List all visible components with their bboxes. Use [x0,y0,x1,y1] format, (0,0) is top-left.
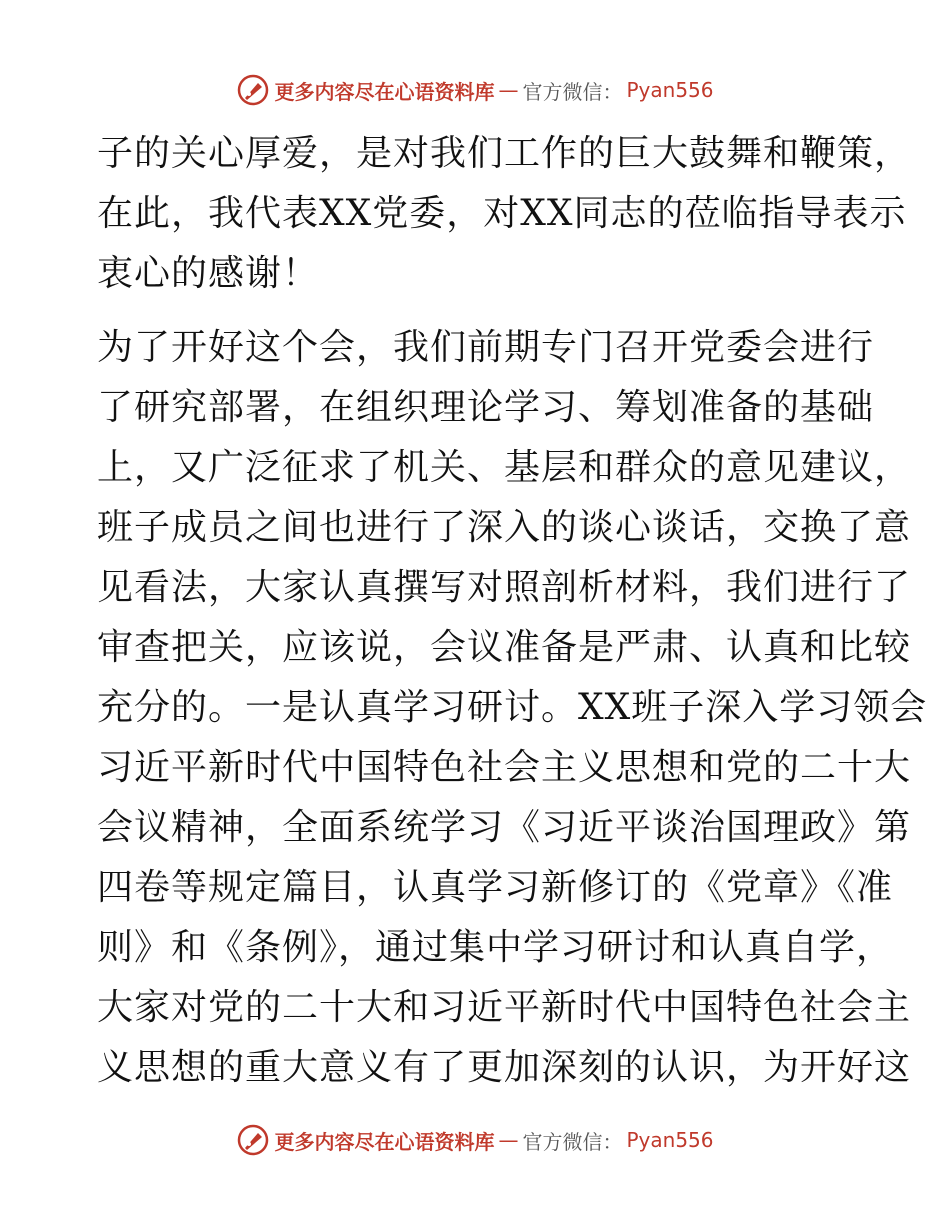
paragraph-1 [97,124,912,304]
text-line: 则》和《条例》，通过集中学习研讨和认真自学， [97,927,894,968]
pen-nib-logo-icon [236,1123,270,1157]
header-wechat-id: Pyan556 [626,78,714,102]
footer-banner [0,1120,950,1160]
paragraph-gap [97,304,877,318]
text-line: 会议精神，全面系统学习《习近平谈治国理政》第 [97,807,912,848]
paragraph-2 [97,318,928,1098]
text-line: 为了开好这个会，我们前期专门召开党委会进行 [97,327,875,368]
text-line: 审查把关，应该说，会议准备是严肃、认真和比较 [97,627,912,668]
pen-nib-logo-icon [236,73,270,107]
text-line: 子的关心厚爱，是对我们工作的巨大鼓舞和鞭策， [97,133,912,174]
footer-separator: — [498,1128,519,1152]
text-line: 班子成员之间也进行了深入的谈心谈话，交换了意 [97,507,912,548]
header-separator: — [498,78,519,102]
header-wechat-label: 官方微信： [522,79,623,104]
footer-slogan: 更多内容尽在心语资料库 [274,1129,495,1154]
text-line: 在此，我代表XX党委，对XX同志的莅临指导表示 [97,193,907,234]
document-body [97,124,928,1098]
header-banner [0,70,950,110]
footer-wechat-id: Pyan556 [626,1128,714,1152]
footer-wechat-label: 官方微信： [522,1129,623,1154]
header-slogan: 更多内容尽在心语资料库 [274,79,495,104]
text-line: 了研究部署，在组织理论学习、筹划准备的基础 [97,387,875,428]
text-line: 上，又广泛征求了机关、基层和群众的意见建议， [97,447,912,488]
text-line: 大家对党的二十大和习近平新时代中国特色社会主 [97,987,912,1028]
text-line: 义思想的重大意义有了更加深刻的认识，为开好这 [97,1047,912,1088]
text-line: 四卷等规定篇目，认真学习新修订的《党章》《准 [97,867,894,908]
text-line: 习近平新时代中国特色社会主义思想和党的二十大 [97,747,912,788]
text-line: 见看法，大家认真撰写对照剖析材料，我们进行了 [97,567,912,608]
text-line: 衷心的感谢！ [97,253,320,294]
text-line: 充分的。一是认真学习研讨。XX班子深入学习领会 [97,687,928,728]
